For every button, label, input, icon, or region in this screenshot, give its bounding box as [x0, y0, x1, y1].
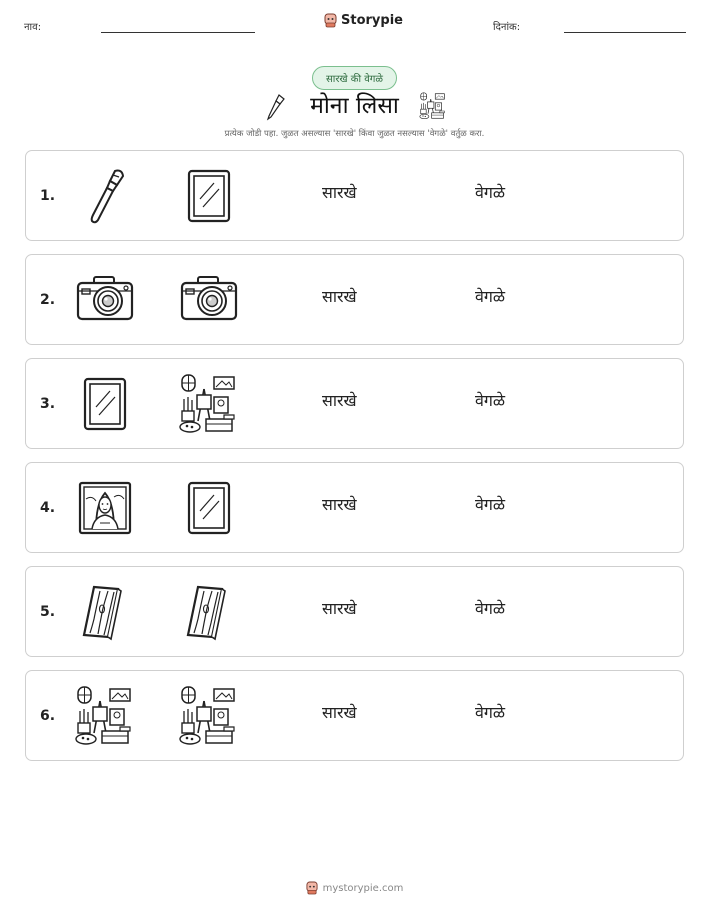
row-number: 2. — [40, 291, 56, 308]
different-option[interactable]: वेगळे — [475, 599, 506, 618]
comparison-row-4 — [25, 462, 684, 553]
storypie-mascot-icon — [306, 881, 318, 895]
row-number: 5. — [40, 603, 56, 620]
same-option[interactable]: सारखे — [322, 599, 357, 618]
art-studio-icon — [176, 371, 242, 437]
date-line[interactable] — [564, 32, 686, 33]
different-option[interactable]: वेगळे — [475, 495, 506, 514]
row-number: 4. — [40, 499, 56, 516]
wood-plank-icon — [176, 579, 242, 645]
comparison-row-5 — [25, 566, 684, 657]
same-option[interactable]: सारखे — [322, 495, 357, 514]
comparison-row-2 — [25, 254, 684, 345]
worksheet-type-badge: सारखे की वेगळे — [312, 66, 397, 90]
mirror-frame-icon — [176, 163, 242, 229]
storypie-mascot-icon — [324, 13, 337, 28]
name-line[interactable] — [101, 32, 255, 33]
mona-lisa-portrait-icon — [72, 475, 138, 541]
same-option[interactable]: सारखे — [322, 183, 357, 202]
footer — [0, 881, 709, 895]
art-studio-icon — [176, 683, 242, 749]
art-studio-icon — [418, 90, 448, 122]
comparison-row-1 — [25, 150, 684, 241]
same-option[interactable]: सारखे — [322, 703, 357, 722]
camera-icon — [72, 267, 138, 333]
same-option[interactable]: सारखे — [322, 287, 357, 306]
different-option[interactable]: वेगळे — [475, 183, 506, 202]
page-title: मोना लिसा — [310, 93, 399, 119]
instructions: प्रत्येक जोडी पहा. जुळत असल्यास 'सारखे' किंवा जुळत नसल्यास 'वेगळे' वर्तुळ करा. — [224, 129, 485, 139]
different-option[interactable]: वेगळे — [475, 287, 506, 306]
brand-logo — [324, 13, 403, 28]
brand-name: Storypie — [341, 13, 403, 28]
mirror-frame-icon — [72, 371, 138, 437]
mirror-frame-icon — [176, 475, 242, 541]
comparison-row-6 — [25, 670, 684, 761]
paintbrush-icon — [72, 163, 138, 229]
date-label: दिनांक: — [493, 22, 521, 33]
footer-url[interactable]: mystorypie.com — [322, 882, 404, 894]
wood-plank-icon — [72, 579, 138, 645]
different-option[interactable]: वेगळे — [475, 703, 506, 722]
same-option[interactable]: सारखे — [322, 391, 357, 410]
row-number: 1. — [40, 187, 56, 204]
row-number: 6. — [40, 707, 56, 724]
name-label: नाव: — [24, 22, 42, 33]
art-studio-icon — [72, 683, 138, 749]
camera-icon — [176, 267, 242, 333]
comparison-row-3 — [25, 358, 684, 449]
row-number: 3. — [40, 395, 56, 412]
different-option[interactable]: वेगळे — [475, 391, 506, 410]
